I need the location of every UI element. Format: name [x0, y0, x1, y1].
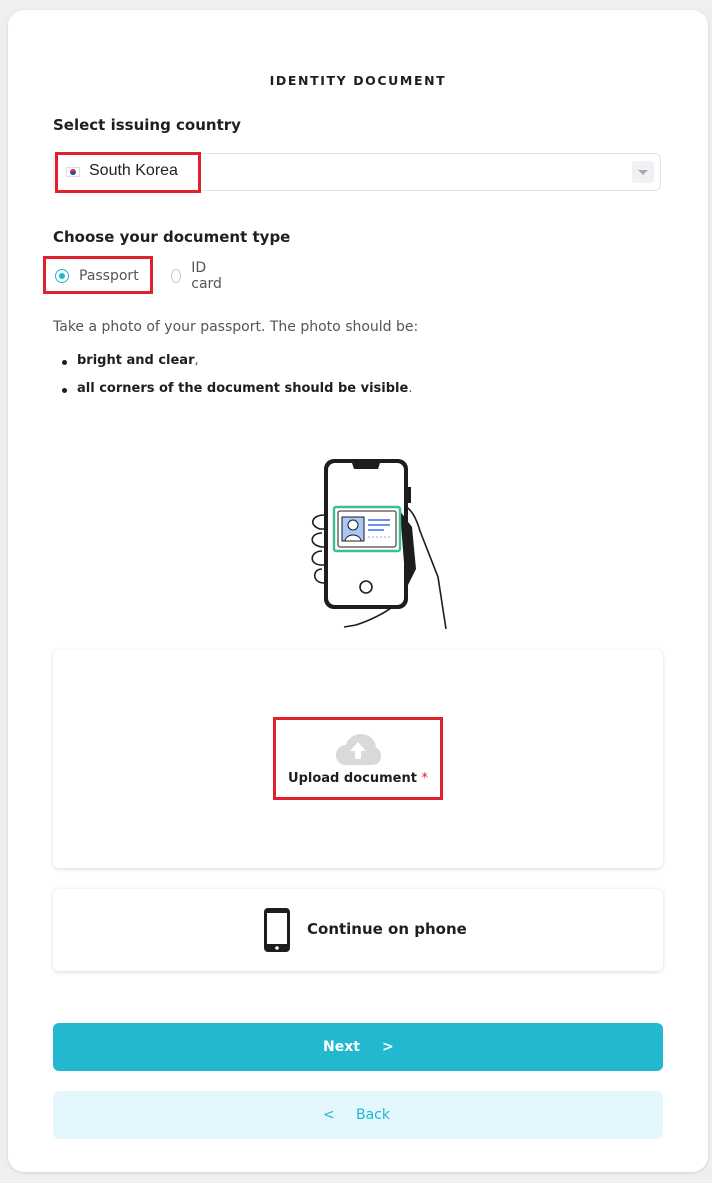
next-button-label: Next: [323, 1039, 360, 1055]
radio-id-card-label: ID card: [191, 260, 222, 292]
cloud-upload-icon: [335, 733, 381, 767]
required-mark: *: [421, 771, 428, 786]
chevron-right-icon: >: [382, 1039, 394, 1055]
country-select[interactable]: [53, 153, 661, 191]
upload-document-dropzone[interactable]: [53, 650, 663, 868]
smartphone-icon: [263, 907, 291, 953]
radio-passport-label: Passport: [79, 268, 139, 284]
south-korea-flag-icon: [66, 167, 80, 177]
document-type-label: Choose your document type: [53, 228, 291, 246]
radio-selected-icon: [55, 269, 69, 283]
back-button-label: Back: [356, 1107, 390, 1123]
instructions-list: [53, 353, 412, 409]
upload-document-label: Upload document *: [288, 771, 428, 786]
radio-passport[interactable]: [55, 266, 139, 286]
identity-document-card: [8, 10, 708, 1172]
continue-on-phone-button[interactable]: [53, 889, 663, 971]
chevron-left-icon: <: [323, 1107, 335, 1123]
list-item: all corners of the document should be visible.: [53, 381, 412, 409]
continue-on-phone-label: Continue on phone: [307, 920, 467, 938]
radio-id-card[interactable]: [171, 260, 226, 292]
back-button[interactable]: [53, 1091, 663, 1139]
next-button[interactable]: [53, 1023, 663, 1071]
page-title: IDENTITY DOCUMENT: [269, 73, 447, 88]
phone-with-document-illustration: [298, 447, 458, 629]
instructions-text: Take a photo of your passport. The photo should be:: [53, 319, 419, 335]
list-item: bright and clear,: [53, 353, 412, 381]
country-label: Select issuing country: [53, 116, 241, 134]
radio-unselected-icon: [171, 269, 181, 283]
country-select-value: South Korea: [89, 162, 178, 179]
chevron-down-icon[interactable]: [632, 161, 654, 183]
